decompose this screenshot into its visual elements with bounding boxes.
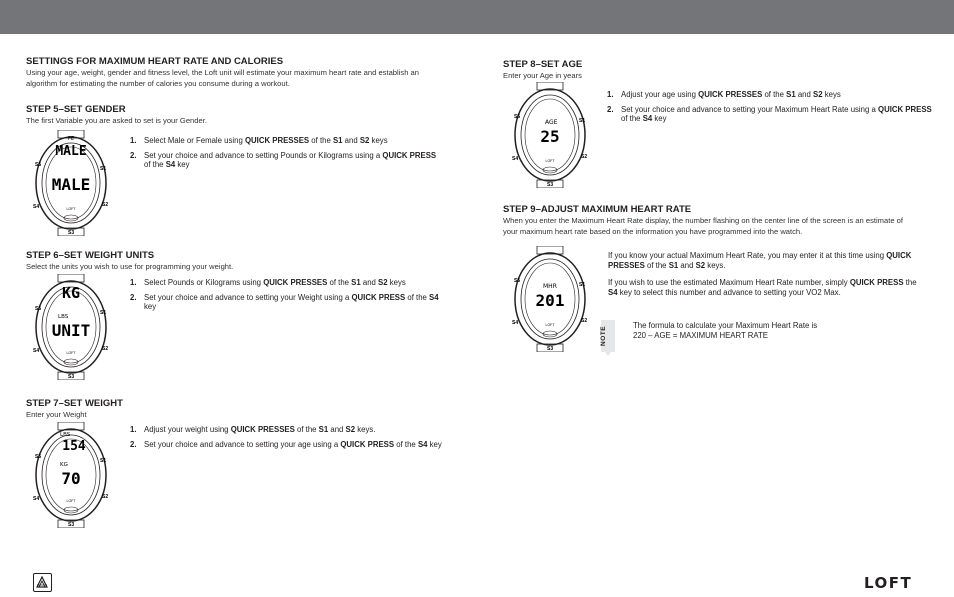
step5-subtitle: The first Variable you are asked to set is your Gender.	[26, 116, 207, 125]
list-item: 1. Select Male or Female using QUICK PRESSES of the S1 and S2 keys	[130, 136, 388, 145]
step5-list	[130, 136, 440, 175]
list-item: 1. Adjust your weight using QUICK PRESSES of the S1 and S2 keys.	[130, 425, 376, 434]
step6-title: STEP 6–SET WEIGHT UNITS	[26, 250, 155, 261]
s4-button-label: S4	[512, 156, 519, 162]
s4-button-label: S4	[33, 496, 40, 502]
s4-button-label: S4	[512, 320, 519, 326]
s5-button-label: S5	[35, 162, 42, 168]
intro-title: SETTINGS FOR MAXIMUM HEART RATE AND CALORIES	[26, 56, 284, 67]
step9-line-1: When you enter the Maximum Heart Rate display, the number flashing on the center line of the screen is an estimate of	[503, 216, 904, 225]
intro-text	[26, 68, 466, 89]
s1-button-label: S1	[579, 118, 586, 124]
lcd-top-value: KG	[61, 284, 81, 302]
s2-button-label: S2	[102, 346, 109, 352]
lcd-top-label: FE	[67, 136, 75, 142]
step9-title: STEP 9–ADJUST MAXIMUM HEART RATE	[503, 204, 692, 215]
s5-button-label: S5	[514, 114, 521, 120]
s1-button-label: S1	[100, 458, 107, 464]
list-item: 1. Adjust your age using QUICK PRESSES of the S1 and S2 keys	[607, 90, 841, 99]
watch-brand: LOFT	[66, 499, 76, 503]
loft-logo: LOFT	[864, 574, 913, 592]
lcd-top-label: LBS	[60, 432, 71, 438]
step8-subtitle: Enter your Age in years	[503, 71, 582, 80]
lcd-main-value: 201	[535, 291, 565, 310]
s3-button-label: S3	[547, 182, 554, 188]
step9-paragraph-1: If you know your actual Maximum Heart Rate, you may enter it at this time using QUICK PRESSES of the S1 and S2 keys.	[608, 251, 912, 270]
s2-button-label: S2	[102, 494, 109, 500]
list-item: 2. Set your choice and advance to setting your Weight using a QUICK PRESS of the S4 key	[130, 292, 439, 311]
lcd-mid-label: LBS	[58, 314, 69, 320]
s3-button-label: S3	[68, 522, 75, 528]
step5-title: STEP 5–SET GENDER	[26, 104, 126, 115]
s2-button-label: S2	[102, 202, 109, 208]
s1-button-label: S1	[579, 282, 586, 288]
s4-button-label: S4	[33, 348, 40, 354]
header-bar	[0, 0, 954, 34]
lcd-top-label: MHR	[543, 283, 557, 290]
s2-button-label: S2	[581, 154, 588, 160]
watch-diagram-weight-units	[30, 274, 112, 380]
step9-line-2: your maximum heart rate based on the information you have programmed into the watch.	[503, 226, 803, 236]
step7-title: STEP 7–SET WEIGHT	[26, 398, 123, 409]
watch-diagram-gender	[30, 130, 112, 236]
watch-brand: LOFT	[545, 159, 555, 163]
lcd-mid-value: MALE	[55, 144, 87, 159]
list-item: 2. Set your choice and advance to setting your age using a QUICK PRESS of the S4 key	[130, 439, 442, 449]
note-label: NOTE	[600, 325, 607, 347]
note-line-1: The formula to calculate your Maximum Heart Rate is	[633, 321, 818, 330]
step9-paragraph-2: If you wish to use the estimated Maximum Heart Rate number, simply QUICK PRESS the S4 key to select this number and advance to setting your VO2 Max.	[608, 278, 917, 297]
step8-list	[607, 90, 932, 129]
list-item: 2. Set your choice and advance to setting your Maximum Heart Rate using a QUICK PRESS of the S4 key	[607, 104, 932, 123]
lcd-top-value: 154	[62, 439, 86, 454]
lcd-main-value: 25	[540, 127, 560, 146]
s5-button-label: S5	[35, 306, 42, 312]
step6-subtitle: Select the units you wish to use for programming your weight.	[26, 262, 234, 271]
list-item: 2. Set your choice and advance to setting Pounds or Kilograms using a QUICK PRESS of the S4 key	[130, 150, 437, 169]
watch-diagram-max-heart-rate	[509, 246, 591, 352]
watch-brand: LOFT	[66, 351, 76, 355]
step9-intro	[503, 216, 933, 237]
intro-line-1: Using your age, weight, gender and fitness level, the Loft unit will estimate your maximum heart rate and establish an	[26, 68, 419, 77]
lcd-main-value: 70	[61, 469, 81, 488]
step7-list	[130, 425, 445, 454]
s5-button-label: S5	[514, 278, 521, 284]
lcd-mid-label: KG	[60, 462, 68, 468]
lcd-main-value: MALE	[51, 175, 91, 194]
s5-button-label: S5	[35, 454, 42, 460]
watch-brand: LOFT	[66, 207, 76, 211]
note-text	[633, 321, 817, 341]
step8-title: STEP 8–SET AGE	[503, 59, 583, 70]
footer-triangle-icon	[33, 573, 52, 592]
step7-subtitle: Enter your Weight	[26, 410, 87, 419]
watch-diagram-weight	[30, 422, 112, 528]
s1-button-label: S1	[100, 310, 107, 316]
lcd-main-value: UNIT	[51, 321, 91, 340]
intro-line-2: algorithm for estimating the number of calories you consume during a workout.	[26, 78, 290, 88]
s3-button-label: S3	[68, 374, 75, 380]
note-line-2: 220 – AGE = MAXIMUM HEART RATE	[633, 331, 768, 340]
watch-brand: LOFT	[545, 323, 555, 327]
lcd-top-label: AGE	[545, 119, 558, 126]
list-item: 1. Select Pounds or Kilograms using QUICK PRESSES of the S1 and S2 keys	[130, 278, 406, 287]
watch-diagram-age	[509, 82, 591, 188]
s3-button-label: S3	[68, 230, 75, 236]
s2-button-label: S2	[581, 318, 588, 324]
step6-list	[130, 278, 440, 317]
s1-button-label: S1	[100, 166, 107, 172]
s4-button-label: S4	[33, 204, 40, 210]
note-arrow	[604, 351, 612, 356]
s3-button-label: S3	[547, 346, 554, 352]
